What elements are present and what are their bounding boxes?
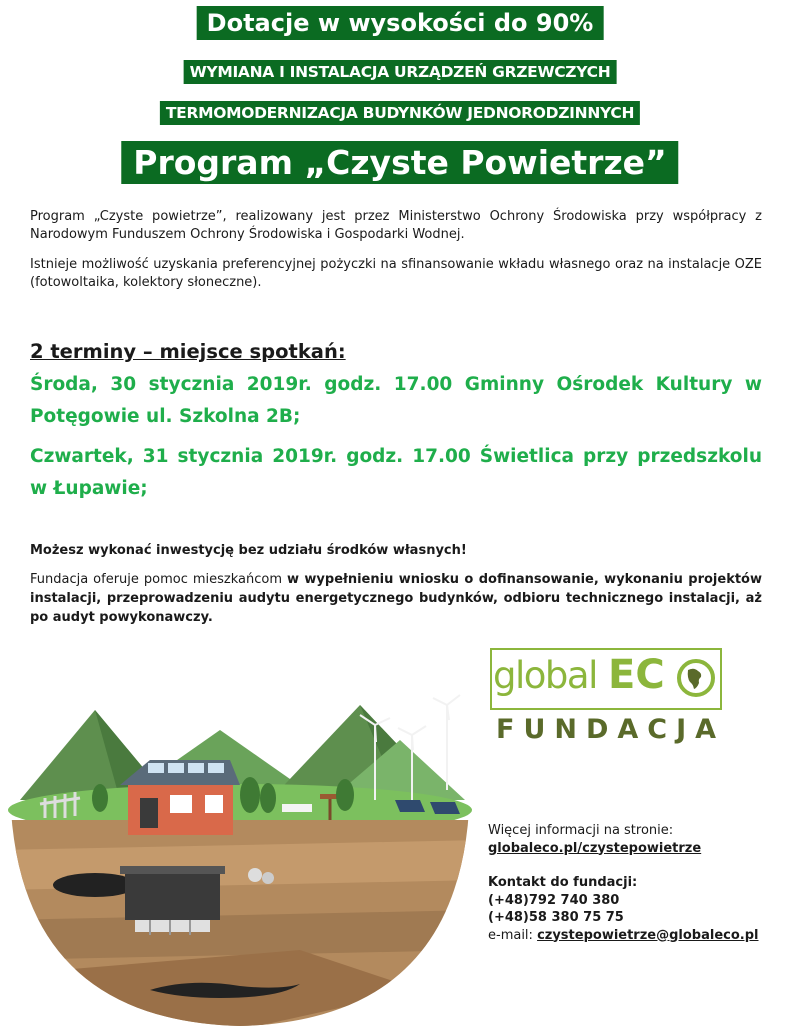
email-line	[488, 927, 788, 945]
email-link[interactable]: czystepowietrze@globaleco.pl	[537, 927, 759, 943]
website-link[interactable]: globaleco.pl/czystepowietrze	[488, 840, 702, 856]
subtitle-banner-heating: WYMIANA I INSTALACJA URZĄDZEŃ GRZEWCZYCH	[184, 60, 617, 84]
program-banner: Program „Czyste Powietrze”	[121, 141, 678, 184]
intro-paragraph-1: Program „Czyste powietrze”, realizowany jest przez Ministerstwo Ochrony Środowiska przy współpracy z Narodowym Funduszem Ochrony Środowiska i Gospodarki Wodnej.	[30, 209, 762, 242]
subtitle-banner-thermo: TERMOMODERNIZACJA BUDYNKÓW JEDNORODZINNYCH	[160, 101, 640, 125]
meeting-item-2: Czwartek, 31 stycznia 2019r. godz. 17.00 Świetlica przy przedszkolu w Łupawie;	[30, 446, 762, 499]
investment-text	[30, 570, 762, 627]
logo-text-global: global	[493, 654, 597, 697]
intro-paragraph-2: Istnieje możliwość uzyskania preferencyjnej pożyczki na sfinansowanie wkładu własnego oraz na instalacje OZE (fotowoltaika, kolektory słoneczne).	[30, 257, 762, 290]
globaleco-logo	[490, 648, 730, 748]
phone-1: (+48)792 740 380	[488, 892, 620, 908]
logo-text-eco: EC	[608, 652, 665, 698]
more-info-label: Więcej informacji na stronie:	[488, 823, 674, 838]
title-banner: Dotacje w wysokości do 90%	[197, 6, 604, 40]
bench	[282, 804, 312, 812]
meeting-item-1: Środa, 30 stycznia 2019r. godz. 17.00 Gminny Ośrodek Kultury w Potęgowie ul. Szkolna 2B;	[30, 374, 762, 427]
eco-house-illustration	[0, 690, 480, 1030]
spacer	[488, 857, 788, 874]
investment-heading: Możesz wykonać inwestycję bez udziału środków własnych!	[30, 543, 467, 558]
email-label: e-mail:	[488, 927, 538, 943]
phone-2: (+48)58 380 75 75	[488, 910, 624, 925]
investment-text-bold: w wypełnieniu wniosku o dofinansowanie, wykonaniu projektów instalacji, przeprowadzeniu audytu energetycznego budynków, odbioru technicznego instalacji, aż po audyt powykonawczy.	[30, 572, 762, 625]
globe-icon	[676, 658, 716, 698]
logo-text-fundacja: FUNDACJA	[496, 714, 726, 745]
meetings-heading: 2 terminy – miejsce spotkań:	[30, 340, 346, 363]
investment-text-plain: Fundacja oferuje pomoc mieszkańcom	[30, 572, 288, 587]
contact-heading: Kontakt do fundacji:	[488, 875, 638, 890]
soil-cross-section	[0, 820, 480, 1030]
house	[120, 760, 240, 835]
contact-block	[488, 822, 788, 944]
